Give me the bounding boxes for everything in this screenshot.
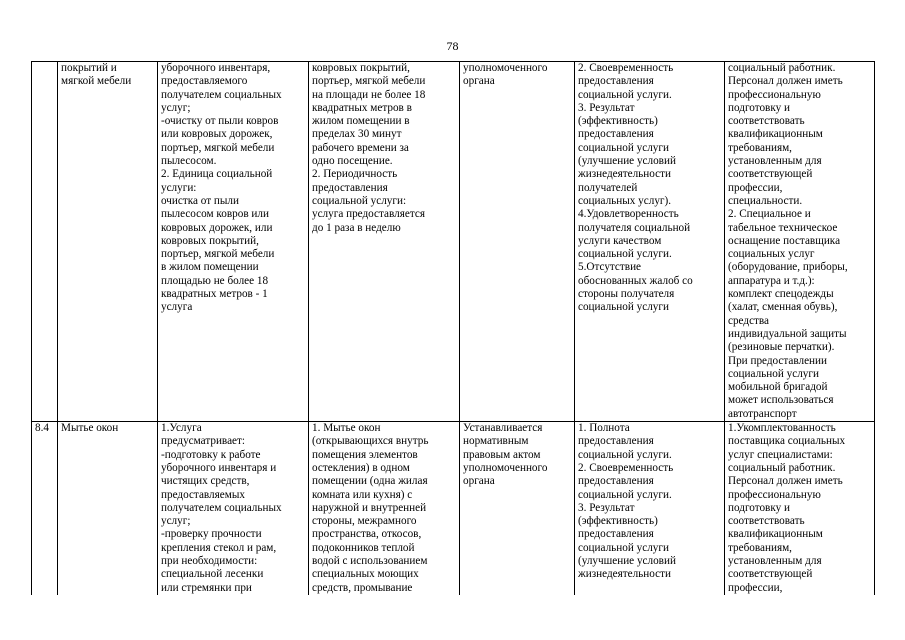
cell-line: требованиям,	[728, 541, 792, 554]
cell-line: квалификационным	[728, 528, 823, 541]
cell-line: портьер, мягкой мебели	[312, 75, 426, 88]
cell-line: предоставления	[578, 435, 654, 448]
cell-line	[35, 62, 54, 75]
cell-line: 2. Единица социальной	[161, 168, 273, 181]
cell-line: площадью не более 18	[161, 274, 269, 287]
cell-line: услуг;	[161, 101, 191, 114]
cell-line: (оборудование, приборы,	[728, 261, 848, 274]
cell-line: -очистку от пыли ковров	[161, 115, 279, 128]
cell-line: стороны, межрамного	[312, 515, 417, 528]
cell-line: стороны получателя	[578, 288, 675, 301]
cell-line: социальной услуги.	[578, 88, 672, 101]
cell-line: Персонал должен иметь	[728, 75, 843, 88]
cell-line: социальной услуги	[728, 367, 819, 380]
cell-line: 4.Удовлетворенность	[578, 208, 679, 221]
cell-line: предоставления	[578, 528, 654, 541]
cell-line: пределах 30 минут	[312, 128, 402, 141]
cell-line: (халат, сменная обувь),	[728, 301, 838, 314]
cell-line: комната или кухня) с	[312, 488, 413, 501]
cell-line: очистка от пыли	[161, 194, 240, 207]
cell-line: предоставления	[578, 128, 654, 141]
cell-line: мягкой мебели	[61, 75, 132, 88]
cell-line: соответствующей	[728, 568, 813, 581]
cell-line: услуг специалистами:	[728, 448, 833, 461]
table-row	[32, 62, 875, 422]
cell-line: (улучшение условий	[578, 155, 676, 168]
cell-quality-indicators	[575, 62, 725, 422]
cell-tariff	[460, 422, 575, 595]
cell-line: подготовку и	[728, 501, 790, 514]
cell-line: получателем социальных	[161, 501, 282, 514]
cell-line: социальной услуги.	[578, 248, 672, 261]
cell-line: социальной услуги:	[312, 194, 407, 207]
cell-line: портьер, мягкой мебели	[161, 248, 275, 261]
cell-line: уборочного инвентаря и	[161, 461, 277, 474]
cell-line: социальных услуг).	[578, 194, 672, 207]
cell-line: 2. Своевременность	[578, 461, 674, 474]
cell-line: обоснованных жалоб со	[578, 274, 693, 287]
cell-line: табельное техническое	[728, 221, 838, 234]
cell-line: Персонал должен иметь	[728, 475, 843, 488]
cell-line: мобильной бригадой	[728, 381, 828, 394]
cell-line: на площади не более 18	[312, 88, 426, 101]
cell-conditions	[725, 422, 875, 595]
cell-line: пылесосом.	[161, 155, 217, 168]
cell-line: или стремянки при	[161, 581, 252, 594]
cell-line: получателя социальной	[578, 221, 691, 234]
cell-line: (резиновые перчатки).	[728, 341, 835, 354]
cell-line: ковровых покрытий,	[312, 62, 410, 74]
cell-line: средства	[728, 314, 770, 327]
cell-line: услуга	[161, 301, 193, 314]
cell-line: установленным для	[728, 554, 822, 567]
cell-line: нормативным	[463, 435, 529, 448]
cell-line: наружной и внутренней	[312, 501, 427, 514]
cell-line: социальных услуг	[728, 248, 815, 261]
cell-line: квадратных метров - 1	[161, 288, 268, 301]
cell-line: социальной услуги	[578, 541, 669, 554]
cell-line: комплект спецодежды	[728, 288, 834, 301]
cell-line: до 1 раза в неделю	[312, 221, 401, 234]
cell-line: поставщика социальных	[728, 435, 846, 448]
cell-line: при необходимости:	[161, 554, 258, 567]
cell-line: в жилом помещении	[161, 261, 259, 274]
cell-line: покрытий и	[61, 62, 117, 74]
cell-line: профессиональную	[728, 88, 821, 101]
cell-line: оснащение поставщика	[728, 234, 841, 247]
cell-line: предоставления	[578, 475, 654, 488]
cell-number	[32, 422, 58, 595]
cell-service-name	[58, 62, 158, 422]
cell-line: специальной лесенки	[161, 568, 264, 581]
cell-line: Мытье окон	[61, 422, 119, 435]
cell-line: помещении (одна жилая	[312, 475, 428, 488]
cell-line: установленным для	[728, 155, 822, 168]
cell-line: услуги качеством	[578, 234, 662, 247]
cell-conditions	[725, 62, 875, 422]
cell-line: крепления стекол и рам,	[161, 541, 277, 554]
table-row	[32, 422, 875, 595]
cell-line: 2. Периодичность	[312, 168, 398, 181]
cell-service-name	[58, 422, 158, 595]
cell-line: 2. Своевременность	[578, 62, 674, 74]
cell-line: соответствовать	[728, 515, 805, 528]
cell-line: соответствовать	[728, 115, 805, 128]
cell-line: предусматривает:	[161, 435, 245, 448]
page-number: 78	[446, 39, 459, 53]
cell-line: жизнедеятельности	[578, 568, 671, 581]
cell-line: социальной услуги.	[578, 448, 672, 461]
services-table	[31, 61, 875, 595]
cell-line: услуг;	[161, 515, 191, 528]
cell-service-description	[158, 422, 309, 595]
cell-line: подоконников теплой	[312, 541, 415, 554]
cell-line: 3. Результат	[578, 501, 635, 514]
cell-volume	[309, 62, 460, 422]
cell-volume	[309, 422, 460, 595]
cell-line: пылесосом ковров или	[161, 208, 269, 221]
cell-line: автотранспорт	[728, 407, 797, 420]
cell-line: чистящих средств,	[161, 475, 250, 488]
cell-line: квалификационным	[728, 128, 823, 141]
cell-line: социальный работник.	[728, 461, 836, 474]
cell-line: При предоставлении	[728, 354, 828, 367]
cell-line: (эффективность)	[578, 515, 658, 528]
cell-line: профессиональную	[728, 488, 821, 501]
cell-line: помещения элементов	[312, 448, 418, 461]
cell-line: может использоваться	[728, 394, 834, 407]
cell-line: 1. Мытье окон	[312, 422, 381, 435]
cell-line: рабочего времени за	[312, 141, 409, 154]
cell-quality-indicators	[575, 422, 725, 595]
cell-line: предоставляемого	[161, 75, 248, 88]
cell-line: 1.Услуга	[161, 422, 202, 435]
cell-line: 3. Результат	[578, 101, 635, 114]
cell-line: 1. Полнота	[578, 422, 630, 435]
cell-line: одно посещение.	[312, 155, 393, 168]
cell-line: аппаратура и т.д.):	[728, 274, 815, 287]
cell-line: органа	[463, 75, 495, 88]
cell-line: уполномоченного	[463, 62, 548, 74]
cell-service-description	[158, 62, 309, 422]
cell-tariff	[460, 62, 575, 422]
cell-line: 8.4	[35, 422, 49, 435]
cell-line: уполномоченного	[463, 461, 548, 474]
cell-line: социальной услуги.	[578, 488, 672, 501]
cell-line: предоставления	[578, 75, 654, 88]
cell-line: -подготовку к работе	[161, 448, 261, 461]
cell-line: остекления) в одном	[312, 461, 410, 474]
cell-line: квадратных метров в	[312, 101, 412, 114]
cell-line: 1.Укомплектованность	[728, 422, 836, 435]
cell-line: правовым актом	[463, 448, 541, 461]
cell-line: пространства, откосов,	[312, 528, 422, 541]
cell-line: социальный работник.	[728, 62, 836, 74]
cell-line: (улучшение условий	[578, 554, 676, 567]
cell-number	[32, 62, 58, 422]
cell-line: получателей	[578, 181, 638, 194]
cell-line: услуга предоставляется	[312, 208, 425, 221]
cell-line: портьер, мягкой мебели	[161, 141, 275, 154]
cell-line: услуги:	[161, 181, 197, 194]
cell-line: водой с использованием	[312, 554, 428, 567]
cell-line: 2. Специальное и	[728, 208, 811, 221]
cell-line: (открывающихся внутрь	[312, 435, 429, 448]
cell-line: профессии,	[728, 181, 783, 194]
cell-line: социальной услуги	[578, 301, 669, 314]
cell-line: 5.Отсутствие	[578, 261, 642, 274]
cell-line: жилом помещении в	[312, 115, 410, 128]
cell-line: индивидуальной защиты	[728, 327, 847, 340]
cell-line: предоставления	[312, 181, 388, 194]
cell-line: -проверку прочности	[161, 528, 262, 541]
cell-line: (эффективность)	[578, 115, 658, 128]
cell-line: предоставляемых	[161, 488, 245, 501]
cell-line: требованиям,	[728, 141, 792, 154]
cell-line: уборочного инвентаря,	[161, 62, 271, 74]
cell-line: средств, промывание	[312, 581, 413, 594]
cell-line: профессии,	[728, 581, 783, 594]
cell-line: соответствующей	[728, 168, 813, 181]
cell-line: или ковровых дорожек,	[161, 128, 273, 141]
cell-line: ковровых дорожек, или	[161, 221, 273, 234]
cell-line: специальных моющих	[312, 568, 419, 581]
cell-line: Устанавливается	[463, 422, 543, 435]
cell-line: жизнедеятельности	[578, 168, 671, 181]
cell-line: подготовку и	[728, 101, 790, 114]
cell-line: специальности.	[728, 194, 803, 207]
cell-line: ковровых покрытий,	[161, 234, 259, 247]
cell-line: получателем социальных	[161, 88, 282, 101]
cell-line: органа	[463, 475, 495, 488]
cell-line: социальной услуги	[578, 141, 669, 154]
